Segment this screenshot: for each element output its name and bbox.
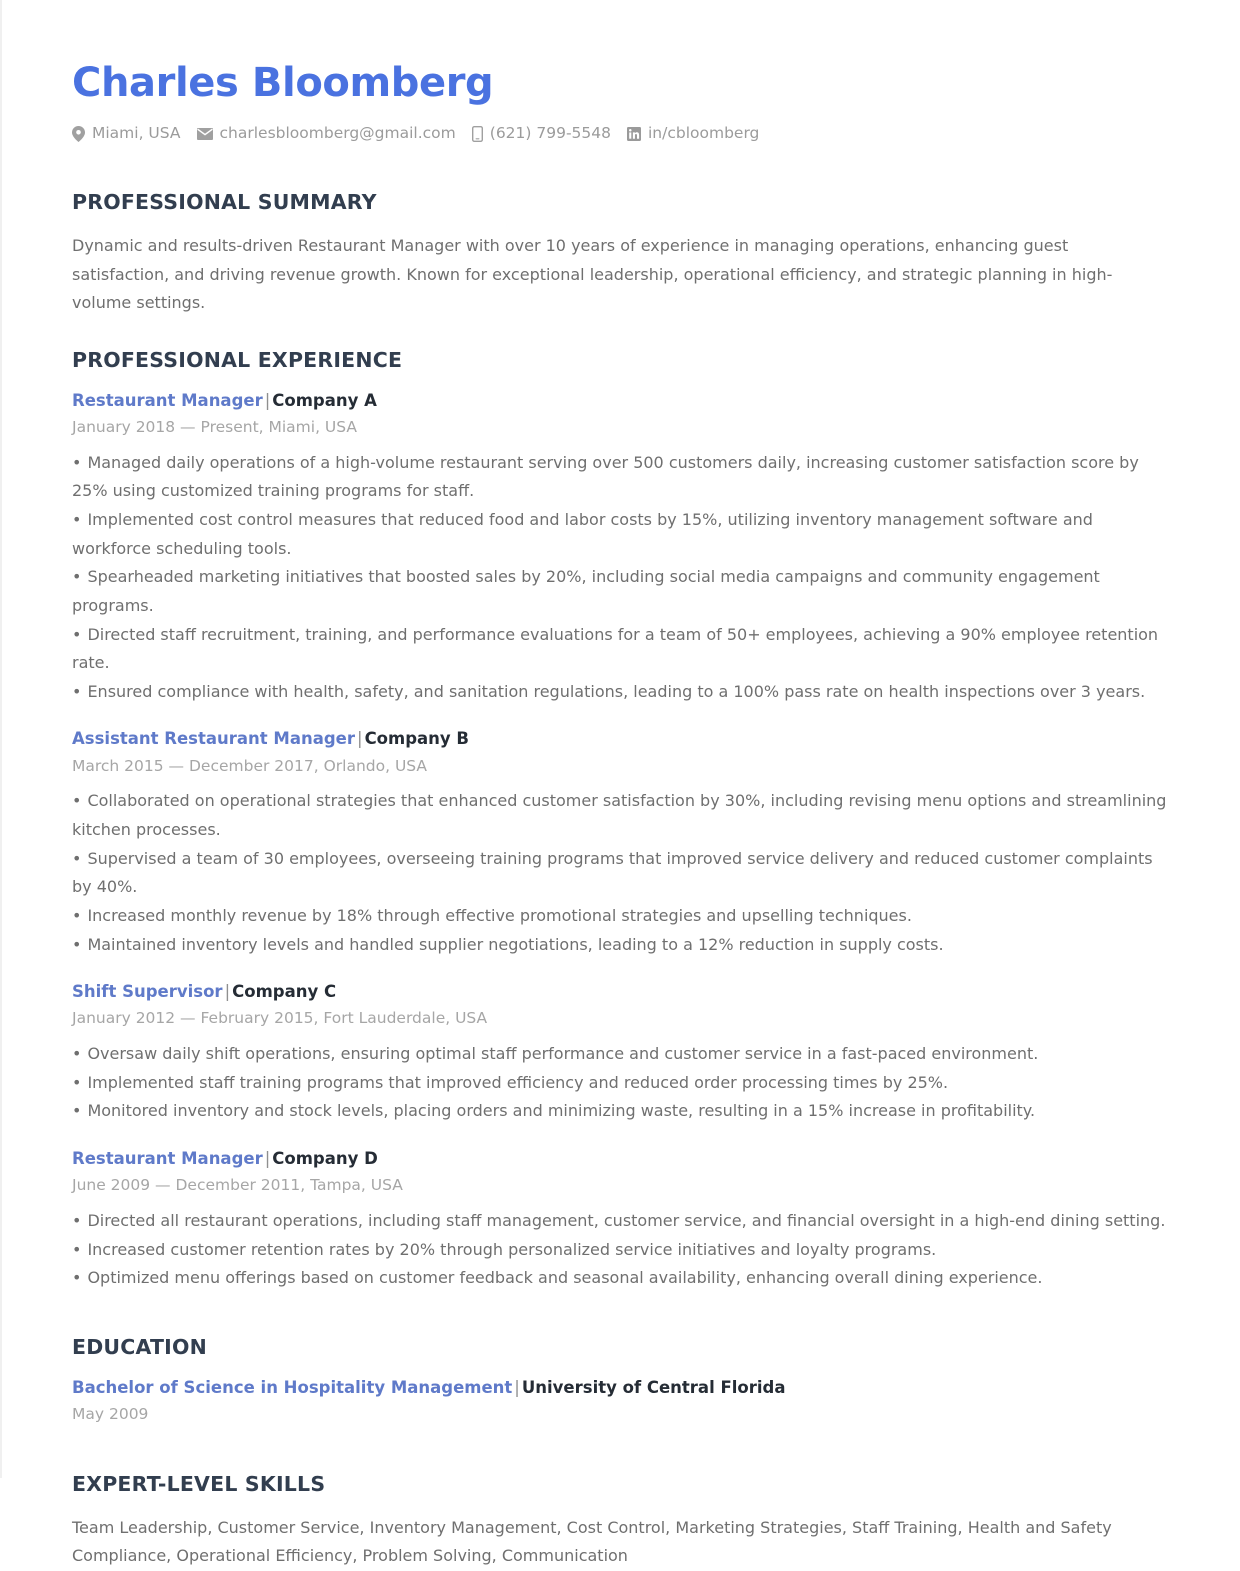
linkedin-icon	[627, 127, 641, 141]
location-pin-icon	[72, 126, 85, 142]
mobile-phone-icon	[472, 126, 483, 142]
experience-company: Company B	[364, 729, 469, 749]
experience-bullet-text: Implemented cost control measures that reduced food and labor costs by 15%, utilizing inventory management software and workforce scheduling tools.	[72, 510, 1093, 558]
experience-bullet	[72, 1069, 1170, 1098]
section-professional-experience	[72, 348, 1170, 1293]
section-expert-level-skills	[72, 1472, 1170, 1571]
bullet-dot-icon: •	[72, 510, 82, 530]
experience-bullet-text: Maintained inventory levels and handled supplier negotiations, leading to a 12% reduction in supply costs.	[87, 934, 944, 954]
experience-bullet	[72, 563, 1170, 620]
experience-bullet-text: Monitored inventory and stock levels, placing orders and minimizing waste, resulting in a 15% increase in profitability.	[87, 1101, 1036, 1121]
experience-bullet-list	[72, 449, 1170, 707]
bullet-dot-icon: •	[72, 905, 82, 925]
contact-location	[72, 126, 181, 142]
experience-bullet	[72, 845, 1170, 902]
experience-entry	[72, 390, 1170, 707]
education-date: May 2009	[72, 1405, 149, 1424]
experience-entry-head	[72, 1148, 1170, 1170]
section-education	[72, 1335, 1170, 1426]
education-separator: |	[514, 1377, 520, 1397]
experience-role: Restaurant Manager	[72, 1148, 263, 1168]
experience-bullet-text: Directed all restaurant operations, including staff management, customer service, and financial oversight in a high-end dining setting.	[87, 1210, 1166, 1230]
experience-bullet	[72, 1207, 1170, 1236]
experience-bullet-text: Spearheaded marketing initiatives that boosted sales by 20%, including social media campaigns and community engagement programs.	[72, 567, 1100, 615]
experience-bullet	[72, 621, 1170, 678]
contact-linkedin	[627, 126, 759, 142]
experience-role: Assistant Restaurant Manager	[72, 729, 355, 749]
experience-entry	[72, 1148, 1170, 1293]
experience-bullet	[72, 1097, 1170, 1126]
experience-entry-head	[72, 728, 1170, 750]
experience-bullet	[72, 787, 1170, 844]
bullet-dot-icon: •	[72, 934, 82, 954]
experience-bullet	[72, 1040, 1170, 1069]
bullet-dot-icon: •	[72, 791, 82, 811]
experience-bullet	[72, 1264, 1170, 1293]
experience-bullet	[72, 1236, 1170, 1265]
experience-bullet-text: Optimized menu offerings based on customer feedback and seasonal availability, enhancing overall dining experience.	[87, 1268, 1043, 1288]
experience-separator: |	[264, 390, 271, 410]
experience-bullet	[72, 449, 1170, 506]
experience-bullet-list	[72, 787, 1170, 959]
bullet-dot-icon: •	[72, 1101, 82, 1121]
experience-bullet-list	[72, 1207, 1170, 1293]
experience-separator: |	[264, 1148, 271, 1168]
experience-bullet-text: Ensured compliance with health, safety, and sanitation regulations, leading to a 100% pass rate on health inspections over 3 years.	[87, 681, 1146, 701]
experience-bullet-list	[72, 1040, 1170, 1126]
envelope-icon	[197, 128, 213, 140]
bullet-dot-icon: •	[72, 1239, 82, 1259]
experience-separator: |	[357, 729, 363, 749]
experience-company: Company A	[272, 390, 377, 410]
bullet-dot-icon: •	[72, 1072, 82, 1092]
contact-linkedin-text: in/cbloomberg	[648, 124, 760, 143]
experience-separator: |	[224, 982, 231, 1002]
bullet-dot-icon: •	[72, 452, 82, 472]
experience-entry	[72, 981, 1170, 1126]
experience-bullet-text: Collaborated on operational strategies that enhanced customer satisfaction by 30%, including revising menu options and streamlining kitchen processes.	[72, 791, 1167, 840]
resume-header	[72, 62, 1170, 142]
experience-meta: June 2009 — December 2011, Tampa, USA	[72, 1176, 403, 1195]
experience-company: Company D	[272, 1148, 378, 1168]
skills-text: Team Leadership, Customer Service, Inventory Management, Cost Control, Marketing Strategies, Staff Training, Health and Safety Compliance, Operational Efficiency, Problem Solving, Communication	[72, 1517, 1112, 1566]
experience-bullet-text: Increased monthly revenue by 18% through effective promotional strategies and upselling techniques.	[87, 905, 912, 925]
education-school: University of Central Florida	[521, 1377, 786, 1397]
experience-bullet	[72, 506, 1170, 563]
bullet-dot-icon: •	[72, 848, 82, 868]
experience-entries	[72, 390, 1170, 1293]
summary-text: Dynamic and results-driven Restaurant Manager with over 10 years of experience in managing operations, enhancing guest satisfaction, and driving revenue growth. Known for exceptional leadership, operational efficiency, and strategic planning in high-volume settings.	[72, 236, 1113, 313]
contact-email	[197, 126, 456, 142]
experience-bullet-text: Increased customer retention rates by 20% through personalized service initiatives and loyalty programs.	[87, 1239, 937, 1259]
section-title-summary: PROFESSIONAL SUMMARY	[72, 190, 377, 214]
section-title-skills: EXPERT-LEVEL SKILLS	[72, 1471, 326, 1496]
candidate-name: Charles Bloomberg	[72, 60, 494, 106]
experience-entry	[72, 728, 1170, 959]
experience-bullet-text: Supervised a team of 30 employees, overseeing training programs that improved service delivery and reduced customer complaints by 40%.	[72, 848, 1153, 897]
bullet-dot-icon: •	[72, 681, 82, 701]
contact-email-text: charlesbloomberg@gmail.com	[219, 124, 456, 143]
section-professional-summary	[72, 190, 1170, 318]
contact-phone-text: (621) 799-5548	[489, 124, 611, 143]
experience-bullet-text: Managed daily operations of a high-volume restaurant serving over 500 customers daily, increasing customer satisfaction score by 25% using customized training programs for staff.	[72, 452, 1139, 501]
bullet-dot-icon: •	[72, 1044, 82, 1064]
education-degree: Bachelor of Science in Hospitality Management	[72, 1377, 513, 1397]
experience-meta: March 2015 — December 2017, Orlando, USA	[72, 756, 428, 775]
experience-bullet-text: Oversaw daily shift operations, ensuring optimal staff performance and customer service in a fast-paced environment.	[87, 1044, 1039, 1064]
experience-bullet	[72, 931, 1170, 960]
experience-entry-head	[72, 390, 1170, 412]
experience-meta: January 2018 — Present, Miami, USA	[72, 418, 358, 437]
contact-phone	[472, 126, 611, 142]
contact-row	[72, 126, 1170, 142]
experience-bullet-text: Implemented staff training programs that improved efficiency and reduced order processing times by 25%.	[87, 1072, 949, 1092]
experience-role: Shift Supervisor	[72, 982, 223, 1002]
contact-location-text: Miami, USA	[92, 124, 181, 143]
experience-role: Restaurant Manager	[72, 390, 263, 410]
bullet-dot-icon: •	[72, 1210, 82, 1230]
section-title-education: EDUCATION	[72, 1334, 207, 1359]
bullet-dot-icon: •	[72, 1268, 82, 1288]
bullet-dot-icon: •	[72, 567, 82, 587]
experience-company: Company C	[232, 982, 337, 1002]
experience-entry-head	[72, 981, 1170, 1003]
education-entry-head	[72, 1377, 1170, 1399]
experience-bullet	[72, 678, 1170, 707]
experience-bullet	[72, 902, 1170, 931]
section-title-experience: PROFESSIONAL EXPERIENCE	[72, 347, 403, 372]
experience-bullet-text: Directed staff recruitment, training, and performance evaluations for a team of 50+ employees, achieving a 90% employee retention rate.	[72, 624, 1159, 673]
bullet-dot-icon: •	[72, 624, 82, 644]
experience-meta: January 2012 — February 2015, Fort Lauderdale, USA	[72, 1009, 488, 1028]
